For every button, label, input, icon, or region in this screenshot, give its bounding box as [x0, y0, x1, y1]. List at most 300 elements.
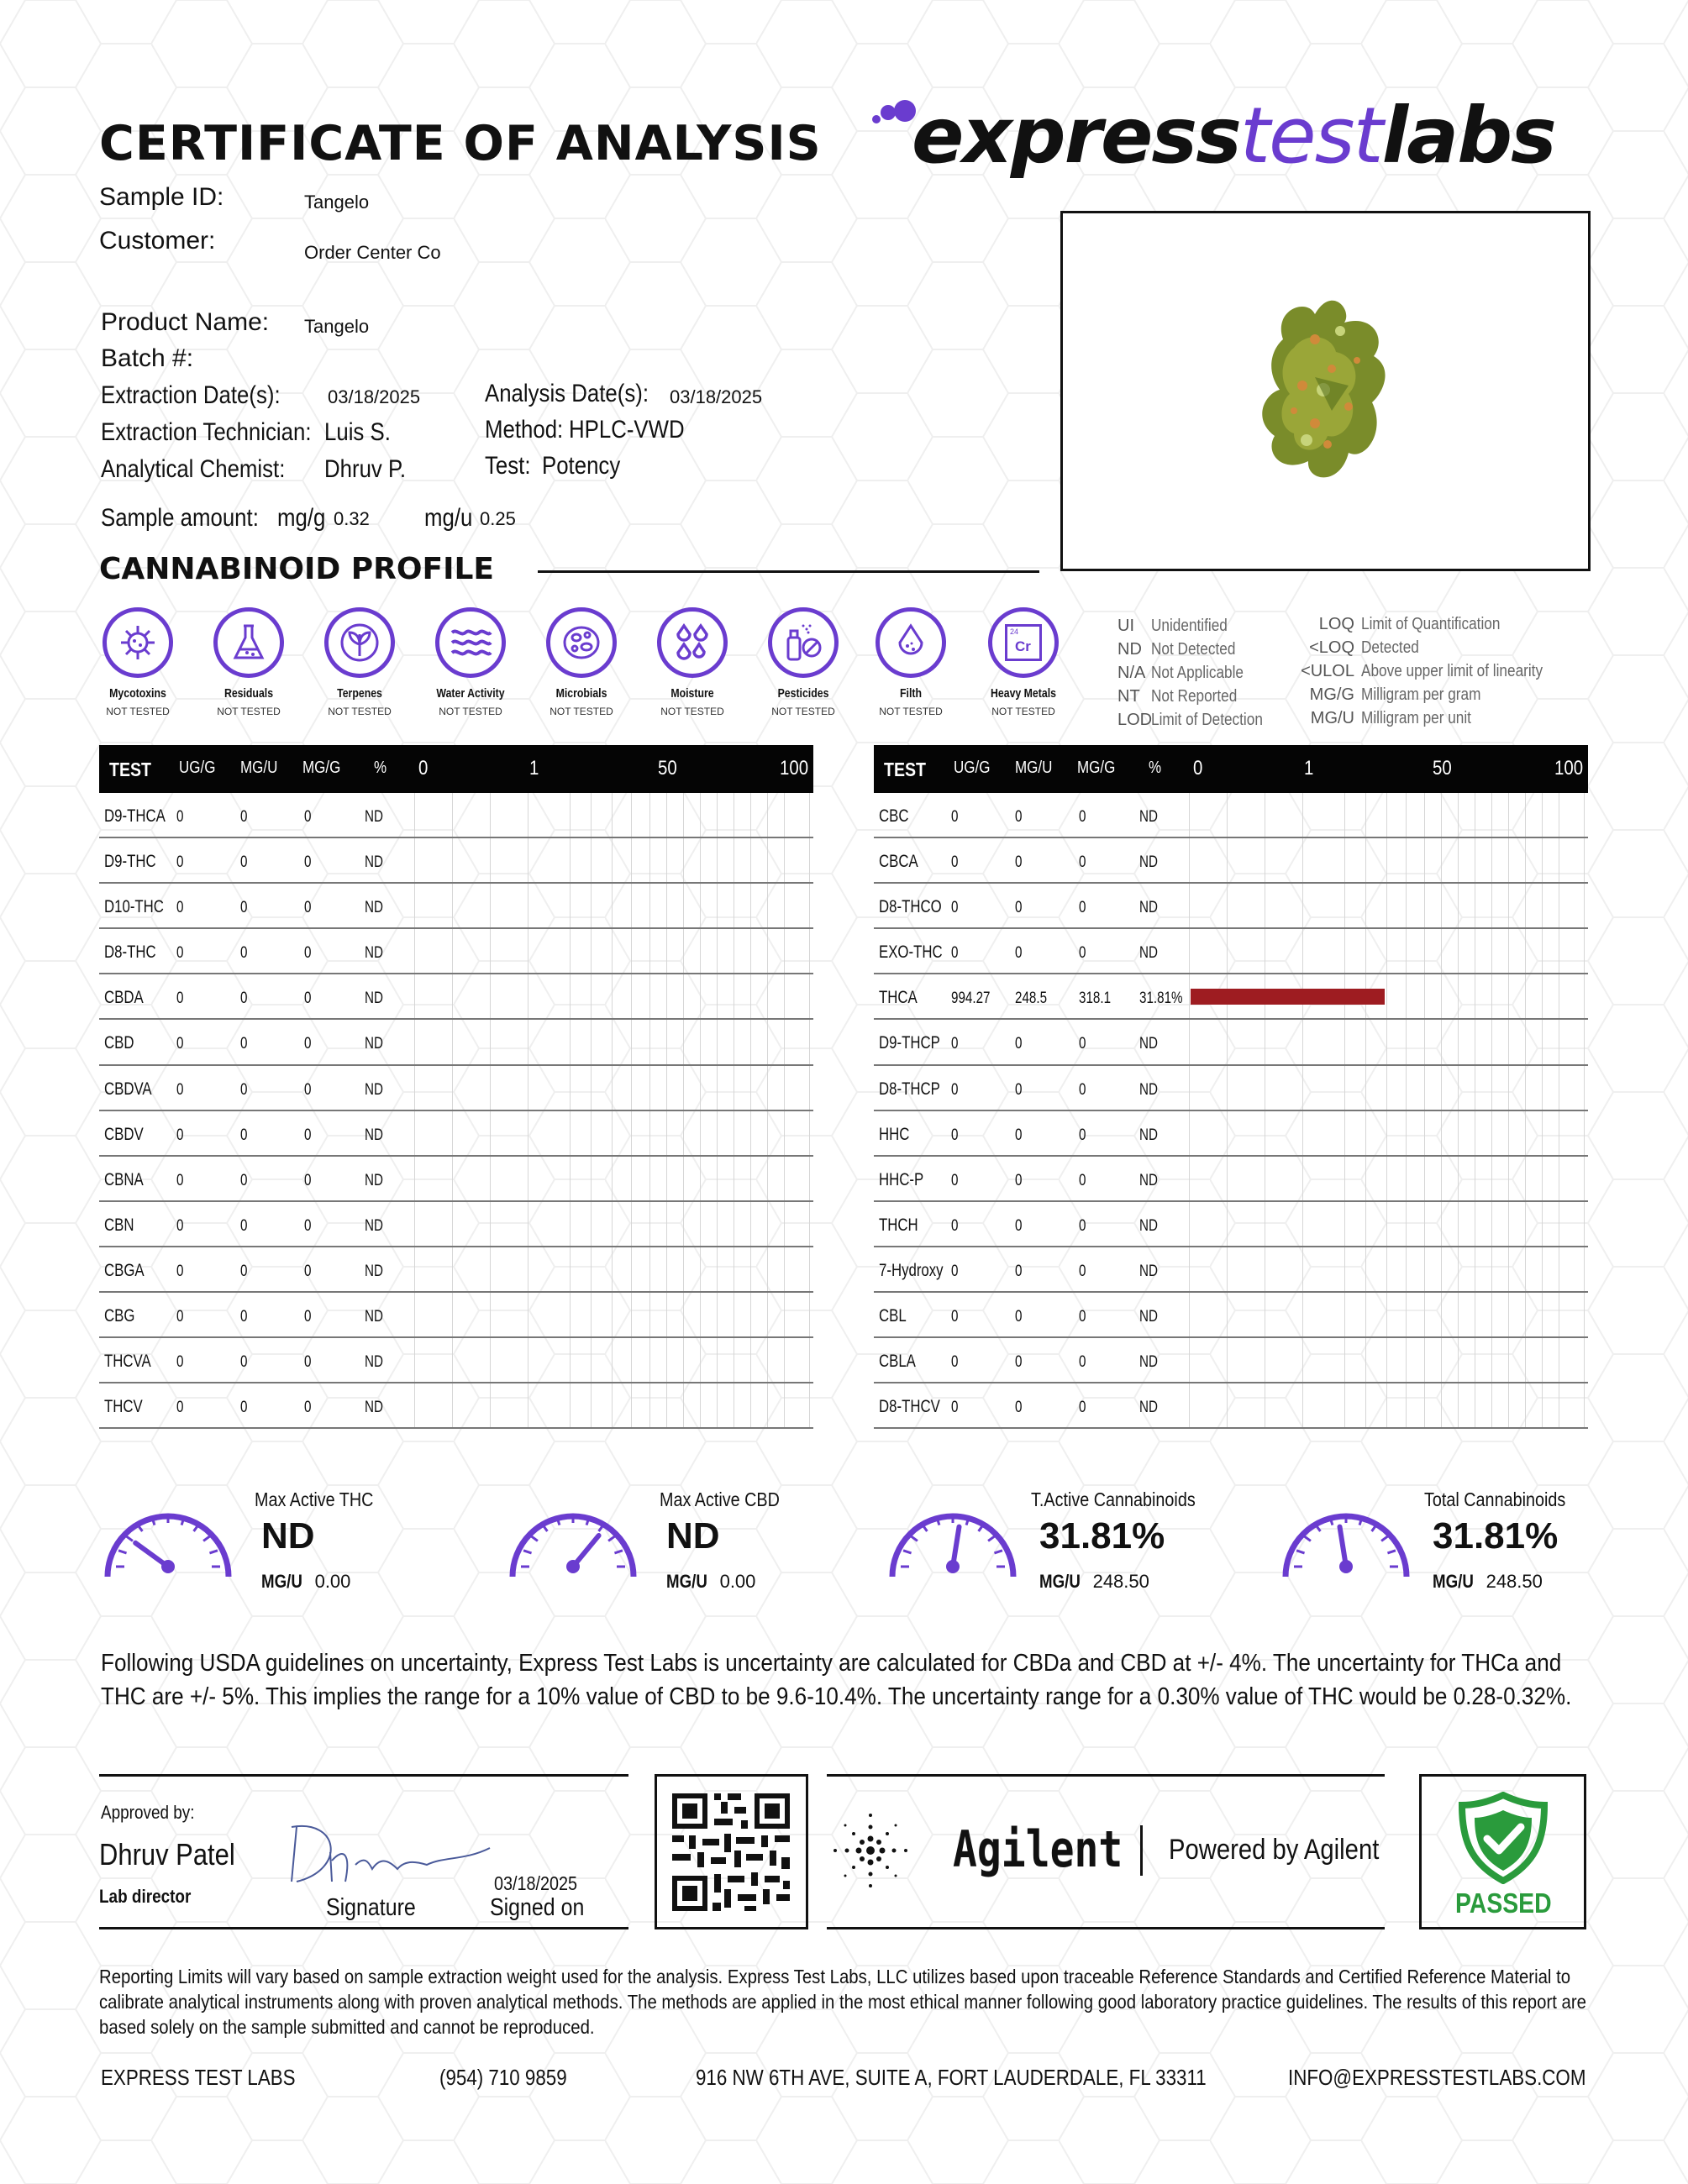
row-pct: ND — [365, 899, 383, 917]
row-mgg: 0 — [304, 853, 312, 872]
row-mgg: 318.1 — [1079, 990, 1112, 1008]
row-mgg: 0 — [304, 1035, 312, 1053]
analysis-dates-label: Analysis Date(s): — [485, 380, 649, 407]
row-test-name: D8-THCV — [879, 1397, 940, 1417]
table-row — [99, 1020, 813, 1065]
row-mgg: 0 — [1079, 944, 1086, 963]
table-row — [99, 1111, 813, 1157]
handwritten-signature — [280, 1810, 515, 1894]
header-mgu: MG/U — [1015, 759, 1053, 777]
row-mgg: 0 — [304, 990, 312, 1008]
droplets-icon — [657, 607, 728, 678]
legend-item: LOQ Limit of Quantification — [1318, 615, 1501, 633]
row-ugg: 0 — [951, 944, 959, 963]
sample-id-value: Tangelo — [304, 192, 370, 213]
row-pct: ND — [1139, 1216, 1158, 1235]
test-status: NOT TESTED — [660, 706, 724, 717]
row-mgg: 0 — [1079, 1035, 1086, 1053]
header-pct: % — [374, 759, 387, 777]
row-mgu: 0 — [1015, 1171, 1023, 1189]
gauge-mgu: MG/U 0.00 — [261, 1571, 351, 1592]
technician-label: Extraction Technician: — [101, 418, 312, 446]
row-pct: ND — [1139, 853, 1158, 872]
row-test-name: CBDA — [104, 988, 144, 1008]
shield-check-icon — [1454, 1792, 1553, 1884]
test-name: Water Activity — [436, 686, 505, 701]
header-mgu: MG/U — [240, 759, 278, 777]
test-name: Terpenes — [337, 686, 382, 701]
row-mgg: 0 — [304, 1353, 312, 1372]
row-mgg: 0 — [304, 1126, 312, 1144]
gauge-dial-icon — [1277, 1487, 1420, 1596]
logo-test: test — [1239, 91, 1382, 181]
row-ugg: 0 — [176, 944, 184, 963]
spray-icon — [768, 607, 839, 678]
test-status: NOT TESTED — [328, 706, 392, 717]
test-name: Residuals — [223, 686, 274, 701]
row-mgg: 0 — [304, 1308, 312, 1326]
row-mgu: 0 — [240, 1035, 248, 1053]
row-ugg: 0 — [951, 1080, 959, 1099]
scale-1: 1 — [1304, 757, 1314, 780]
dirty-drop-icon — [876, 607, 946, 678]
row-ugg: 0 — [176, 1126, 184, 1144]
scale-0: 0 — [1193, 757, 1203, 780]
passed-badge — [1419, 1774, 1586, 1929]
product-photo-frame — [1060, 211, 1591, 571]
cannabinoid-table-right — [874, 745, 1588, 1429]
document-title: CERTIFICATE OF ANALYSIS — [99, 116, 822, 171]
row-ugg: 994.27 — [951, 990, 991, 1008]
row-ugg: 0 — [176, 1399, 184, 1417]
table-row — [99, 1293, 813, 1338]
row-mgg: 0 — [1079, 808, 1086, 826]
row-ugg: 0 — [176, 1171, 184, 1189]
legend-item: ND Not Detected — [1117, 640, 1236, 659]
row-ugg: 0 — [951, 1035, 959, 1053]
row-test-name: THCV — [104, 1397, 143, 1417]
product-name-value: Tangelo — [304, 316, 370, 337]
scale-100: 100 — [780, 757, 809, 780]
test-name: Heavy Metals — [991, 686, 1056, 701]
test-mycotoxins — [82, 607, 193, 717]
row-pct: ND — [365, 944, 383, 963]
mgg-label: mg/g — [277, 504, 326, 532]
test-value: Potency — [542, 452, 621, 480]
powered-by-agilent: Powered by Agilent — [1169, 1834, 1380, 1866]
test-water-activity — [415, 607, 526, 717]
table-row — [874, 838, 1588, 884]
row-mgu: 0 — [240, 1262, 248, 1280]
qr-code-icon — [657, 1777, 806, 1927]
row-pct: ND — [365, 1353, 383, 1372]
mgu-label: mg/u — [424, 504, 473, 532]
mgg-value: 0.32 — [334, 508, 370, 529]
test-microbials — [526, 607, 637, 717]
row-mgg: 0 — [304, 1080, 312, 1099]
table-row — [874, 1247, 1588, 1293]
row-pct: ND — [365, 1126, 383, 1144]
row-test-name: CBCA — [879, 852, 918, 872]
row-test-name: HHC — [879, 1124, 910, 1144]
table-header — [874, 745, 1588, 793]
row-mgu: 0 — [1015, 944, 1023, 963]
row-mgg: 0 — [1079, 1171, 1086, 1189]
table-row — [99, 1383, 813, 1429]
test-label: Test: — [485, 452, 531, 480]
table-row — [99, 1202, 813, 1247]
scale-100: 100 — [1554, 757, 1584, 780]
row-mgg: 0 — [1079, 853, 1086, 872]
footer-email[interactable]: INFO@EXPRESSTESTLABS.COM — [1288, 2065, 1586, 2090]
legend-item: LODLimit of Detection — [1117, 711, 1263, 729]
mycotoxin-icon — [103, 607, 173, 678]
table-header — [99, 745, 813, 793]
row-pct: ND — [1139, 1308, 1158, 1326]
row-mgu: 0 — [240, 944, 248, 963]
element-symbol: Cr — [1015, 638, 1031, 654]
row-ugg: 0 — [951, 1126, 959, 1144]
header-ugg: UG/G — [954, 759, 991, 777]
gauge-title: Total Cannabinoids — [1424, 1488, 1566, 1510]
footer-address: 916 NW 6TH AVE, SUITE A, FORT LAUDERDALE, FL 33311 — [696, 2065, 1207, 2090]
row-ugg: 0 — [176, 1262, 184, 1280]
row-test-name: 7-Hydroxy — [879, 1260, 944, 1280]
row-ugg: 0 — [176, 899, 184, 917]
test-status: NOT TESTED — [439, 706, 502, 717]
row-test-name: CBGA — [104, 1260, 145, 1280]
gauge-mgu: MG/U 248.50 — [1433, 1571, 1543, 1592]
table-row — [874, 1338, 1588, 1383]
table-row — [874, 1020, 1588, 1065]
signature-label: Signature — [326, 1894, 416, 1921]
test-pesticides — [748, 607, 859, 717]
test-moisture — [637, 607, 748, 717]
row-mgu: 0 — [240, 1399, 248, 1417]
extraction-dates-value: 03/18/2025 — [328, 386, 421, 407]
table-row — [99, 929, 813, 974]
test-residuals — [193, 607, 304, 717]
row-pct: ND — [365, 1080, 383, 1099]
row-ugg: 0 — [951, 1216, 959, 1235]
row-mgg: 0 — [1079, 1080, 1086, 1099]
test-name: Moisture — [670, 686, 714, 701]
logo-express: express — [912, 91, 1240, 181]
header-mgg: MG/G — [1077, 759, 1116, 777]
gauge-dial-icon — [504, 1487, 647, 1596]
row-mgg: 0 — [304, 1216, 312, 1235]
row-ugg: 0 — [176, 1308, 184, 1326]
chromium-element-icon — [988, 607, 1059, 678]
row-mgu: 0 — [1015, 808, 1023, 826]
row-test-name: CBC — [879, 806, 909, 826]
row-pct: ND — [365, 808, 383, 826]
scale-50: 50 — [1433, 757, 1452, 780]
table-row — [99, 1338, 813, 1383]
leaf-icon — [324, 607, 395, 678]
gauge-title: T.Active Cannabinoids — [1031, 1488, 1196, 1510]
gauge-mgu: MG/U 248.50 — [1039, 1571, 1149, 1592]
batch-label: Batch #: — [101, 344, 194, 372]
cannabis-flower-image — [1063, 213, 1588, 569]
row-ugg: 0 — [951, 1353, 959, 1372]
footer-company: EXPRESS TEST LABS — [101, 2065, 296, 2090]
table-row — [99, 1066, 813, 1111]
product-name-label: Product Name: — [101, 308, 270, 336]
row-mgu: 0 — [240, 1353, 248, 1372]
row-pct: ND — [1139, 1262, 1158, 1280]
gauge-mgu: MG/U 0.00 — [666, 1571, 756, 1592]
heading-divider — [538, 570, 1039, 573]
row-pct: ND — [1139, 899, 1158, 917]
mgu-value: 0.25 — [480, 508, 516, 529]
table-row — [874, 1111, 1588, 1157]
row-ugg: 0 — [951, 808, 959, 826]
row-mgu: 0 — [240, 990, 248, 1008]
row-mgg: 0 — [304, 944, 312, 963]
flask-icon — [213, 607, 284, 678]
approved-by-label: Approved by: — [101, 1802, 195, 1823]
agilent-divider — [1140, 1825, 1143, 1876]
row-test-name: D9-THCP — [879, 1033, 940, 1053]
row-mgu: 0 — [1015, 1080, 1023, 1099]
test-name: Pesticides — [777, 686, 829, 701]
express-test-labs-logo — [870, 91, 1592, 181]
disclaimer-text: Reporting Limits will vary based on sample extraction weight used for the analysis. Express Test Labs, LLC utilizes based upon traceable Reference Standards and Certified Reference Material to calibrate analytical instruments along with proven analytical methods. The methods are applied in the most ethical manner following good laboratory practice guidelines. The results of this report are based solely on the sample submitted and cannot be reproduced. — [99, 1966, 1586, 2038]
row-mgu: 0 — [240, 1080, 248, 1099]
row-mgu: 0 — [1015, 1399, 1023, 1417]
row-test-name: CBD — [104, 1033, 134, 1053]
table-row — [874, 1202, 1588, 1247]
row-ugg: 0 — [176, 990, 184, 1008]
row-mgg: 0 — [304, 1399, 312, 1417]
row-test-name: CBL — [879, 1306, 907, 1326]
row-pct: ND — [1139, 1126, 1158, 1144]
row-mgg: 0 — [1079, 1308, 1086, 1326]
header-test: TEST — [884, 759, 926, 780]
row-mgg: 0 — [304, 1262, 312, 1280]
row-mgg: 0 — [304, 1171, 312, 1189]
test-status: NOT TESTED — [771, 706, 835, 717]
row-mgu: 0 — [240, 808, 248, 826]
logo-labs: labs — [1381, 91, 1555, 181]
gauge-title: Max Active CBD — [660, 1488, 780, 1510]
row-test-name: EXO-THC — [879, 942, 943, 963]
table-row — [874, 793, 1588, 838]
technician-value: Luis S. — [324, 418, 391, 446]
row-pct: ND — [365, 990, 383, 1008]
agilent-spark-icon — [828, 1809, 912, 1893]
row-mgg: 0 — [1079, 1262, 1086, 1280]
test-status: NOT TESTED — [550, 706, 613, 717]
row-test-name: D8-THCO — [879, 897, 942, 917]
row-ugg: 0 — [176, 808, 184, 826]
agilent-brand: Agilent — [953, 1820, 1123, 1879]
header-ugg: UG/G — [179, 759, 216, 777]
row-pct: ND — [1139, 808, 1158, 826]
row-pct: ND — [1139, 1353, 1158, 1372]
row-pct: ND — [365, 1399, 383, 1417]
row-mgg: 0 — [304, 899, 312, 917]
gauge-value: ND — [666, 1515, 720, 1557]
test-status: NOT TESTED — [879, 706, 943, 717]
legend-item: MG/G Milligram per gram — [1309, 685, 1481, 704]
row-mgu: 0 — [1015, 853, 1023, 872]
row-pct: ND — [1139, 1035, 1158, 1053]
row-pct: ND — [1139, 944, 1158, 963]
legend-item: NT Not Reported — [1117, 687, 1238, 706]
row-pct: ND — [365, 1171, 383, 1189]
header-mgg: MG/G — [302, 759, 341, 777]
result-bar — [1191, 989, 1385, 1005]
extraction-dates-label: Extraction Date(s): — [101, 381, 281, 409]
row-test-name: HHC-P — [879, 1169, 924, 1189]
test-name: Filth — [900, 686, 922, 701]
gauge-dial-icon — [99, 1487, 242, 1596]
row-test-name: CBNA — [104, 1169, 144, 1189]
row-pct: ND — [365, 1308, 383, 1326]
scale-0: 0 — [418, 757, 429, 780]
gauge-value: 31.81% — [1433, 1515, 1559, 1557]
test-status: NOT TESTED — [106, 706, 170, 717]
signed-on-label: Signed on — [490, 1894, 585, 1921]
row-test-name: D10-THC — [104, 897, 164, 917]
customer-label: Customer: — [99, 227, 216, 255]
row-mgu: 0 — [240, 1308, 248, 1326]
row-mgu: 0 — [240, 1171, 248, 1189]
row-mgg: 0 — [1079, 899, 1086, 917]
table-row — [99, 884, 813, 929]
scale-1: 1 — [529, 757, 539, 780]
cannabinoid-table-left — [99, 745, 813, 1429]
water-waves-icon — [435, 607, 506, 678]
method-label: Method: — [485, 416, 564, 444]
microbe-icon — [546, 607, 617, 678]
row-test-name: D8-THCP — [879, 1079, 940, 1099]
row-test-name: D9-THCA — [104, 806, 166, 826]
approver-name: Dhruv Patel — [99, 1837, 235, 1872]
row-pct: ND — [365, 1216, 383, 1235]
scale-50: 50 — [658, 757, 677, 780]
row-mgu: 0 — [240, 853, 248, 872]
approver-role: Lab director — [99, 1886, 192, 1907]
gauge-value: ND — [261, 1515, 315, 1557]
uncertainty-statement: Following USDA guidelines on uncertainty, Express Test Labs is uncertainty are calculated for CBDa and CBD at +/- 4%. The uncertainty for THCa and THC are +/- 5%. This implies the range for a 10% value of CBD to be 9.6-10.4%. The uncertainty range for a 0.30% value of THC would be 0.28-0.32%. — [101, 1650, 1572, 1710]
cannabinoid-profile-heading: CANNABINOID PROFILE — [99, 552, 495, 586]
table-row — [99, 1247, 813, 1293]
row-ugg: 0 — [176, 1035, 184, 1053]
row-ugg: 0 — [951, 1308, 959, 1326]
table-row — [874, 884, 1588, 929]
row-mgg: 0 — [1079, 1126, 1086, 1144]
row-test-name: THCVA — [104, 1352, 151, 1372]
gauge-title: Max Active THC — [255, 1488, 374, 1510]
row-pct: ND — [1139, 1399, 1158, 1417]
row-test-name: CBDV — [104, 1124, 144, 1144]
approval-section — [99, 1774, 628, 1929]
table-row — [874, 1383, 1588, 1429]
signed-date: 03/18/2025 — [494, 1872, 578, 1894]
row-test-name: CBG — [104, 1306, 135, 1326]
test-name: Mycotoxins — [109, 686, 166, 701]
row-mgu: 0 — [240, 1216, 248, 1235]
row-mgg: 0 — [304, 808, 312, 826]
row-pct: ND — [1139, 1080, 1158, 1099]
row-pct: ND — [1139, 1171, 1158, 1189]
chemist-value: Dhruv P. — [324, 455, 407, 483]
row-ugg: 0 — [176, 1216, 184, 1235]
header-pct: % — [1149, 759, 1162, 777]
qr-code-box[interactable] — [655, 1774, 808, 1929]
gauge-dial-icon — [884, 1487, 1027, 1596]
legend-item: N/A Not Applicable — [1117, 664, 1244, 682]
row-ugg: 0 — [951, 1171, 959, 1189]
row-mgu: 0 — [1015, 899, 1023, 917]
row-test-name: D9-THC — [104, 852, 156, 872]
row-pct: ND — [365, 1262, 383, 1280]
legend-item: <LOQ Detected — [1309, 638, 1419, 657]
row-pct: ND — [365, 1035, 383, 1053]
row-mgu: 0 — [240, 1126, 248, 1144]
row-mgu: 0 — [1015, 1035, 1023, 1053]
legend-item: <ULOL Above upper limit of linearity — [1301, 662, 1543, 680]
sample-id-label: Sample ID: — [99, 183, 224, 211]
row-test-name: THCH — [879, 1215, 918, 1235]
legend-item: UI Unidentified — [1117, 617, 1228, 635]
agilent-section — [827, 1774, 1385, 1929]
test-filth — [855, 607, 966, 717]
table-row — [874, 929, 1588, 974]
legend-item: MG/U Milligram per unit — [1310, 709, 1471, 727]
row-ugg: 0 — [176, 1353, 184, 1372]
table-row — [99, 974, 813, 1020]
table-row — [874, 1066, 1588, 1111]
chemist-label: Analytical Chemist: — [101, 455, 286, 483]
table-row — [874, 1157, 1588, 1202]
test-terpenes — [304, 607, 415, 717]
passed-label: PASSED — [1455, 1887, 1552, 1919]
row-mgu: 0 — [1015, 1216, 1023, 1235]
row-mgu: 0 — [240, 899, 248, 917]
sample-amount-label: Sample amount: — [101, 504, 259, 532]
row-ugg: 0 — [951, 853, 959, 872]
row-ugg: 0 — [951, 1262, 959, 1280]
table-row — [99, 1157, 813, 1202]
test-status: NOT TESTED — [991, 706, 1055, 717]
table-row — [874, 974, 1588, 1020]
row-test-name: CBLA — [879, 1352, 916, 1372]
table-row — [99, 838, 813, 884]
test-heavy-metals — [968, 607, 1079, 717]
table-row — [874, 1293, 1588, 1338]
gauge-value: 31.81% — [1039, 1515, 1165, 1557]
row-mgu: 0 — [1015, 1126, 1023, 1144]
method-value: HPLC-VWD — [569, 416, 685, 444]
row-mgu: 248.5 — [1015, 990, 1048, 1008]
header-test: TEST — [109, 759, 151, 780]
row-mgg: 0 — [1079, 1216, 1086, 1235]
row-mgg: 0 — [1079, 1399, 1086, 1417]
row-test-name: THCA — [879, 988, 918, 1008]
test-name: Microbials — [555, 686, 607, 701]
row-pct: 31.81% — [1139, 990, 1183, 1008]
footer-phone: (954) 710 9859 — [439, 2065, 567, 2090]
row-ugg: 0 — [951, 899, 959, 917]
element-number: 24 — [1010, 627, 1019, 636]
row-ugg: 0 — [176, 853, 184, 872]
analysis-dates-value: 03/18/2025 — [670, 386, 763, 407]
row-ugg: 0 — [176, 1080, 184, 1099]
